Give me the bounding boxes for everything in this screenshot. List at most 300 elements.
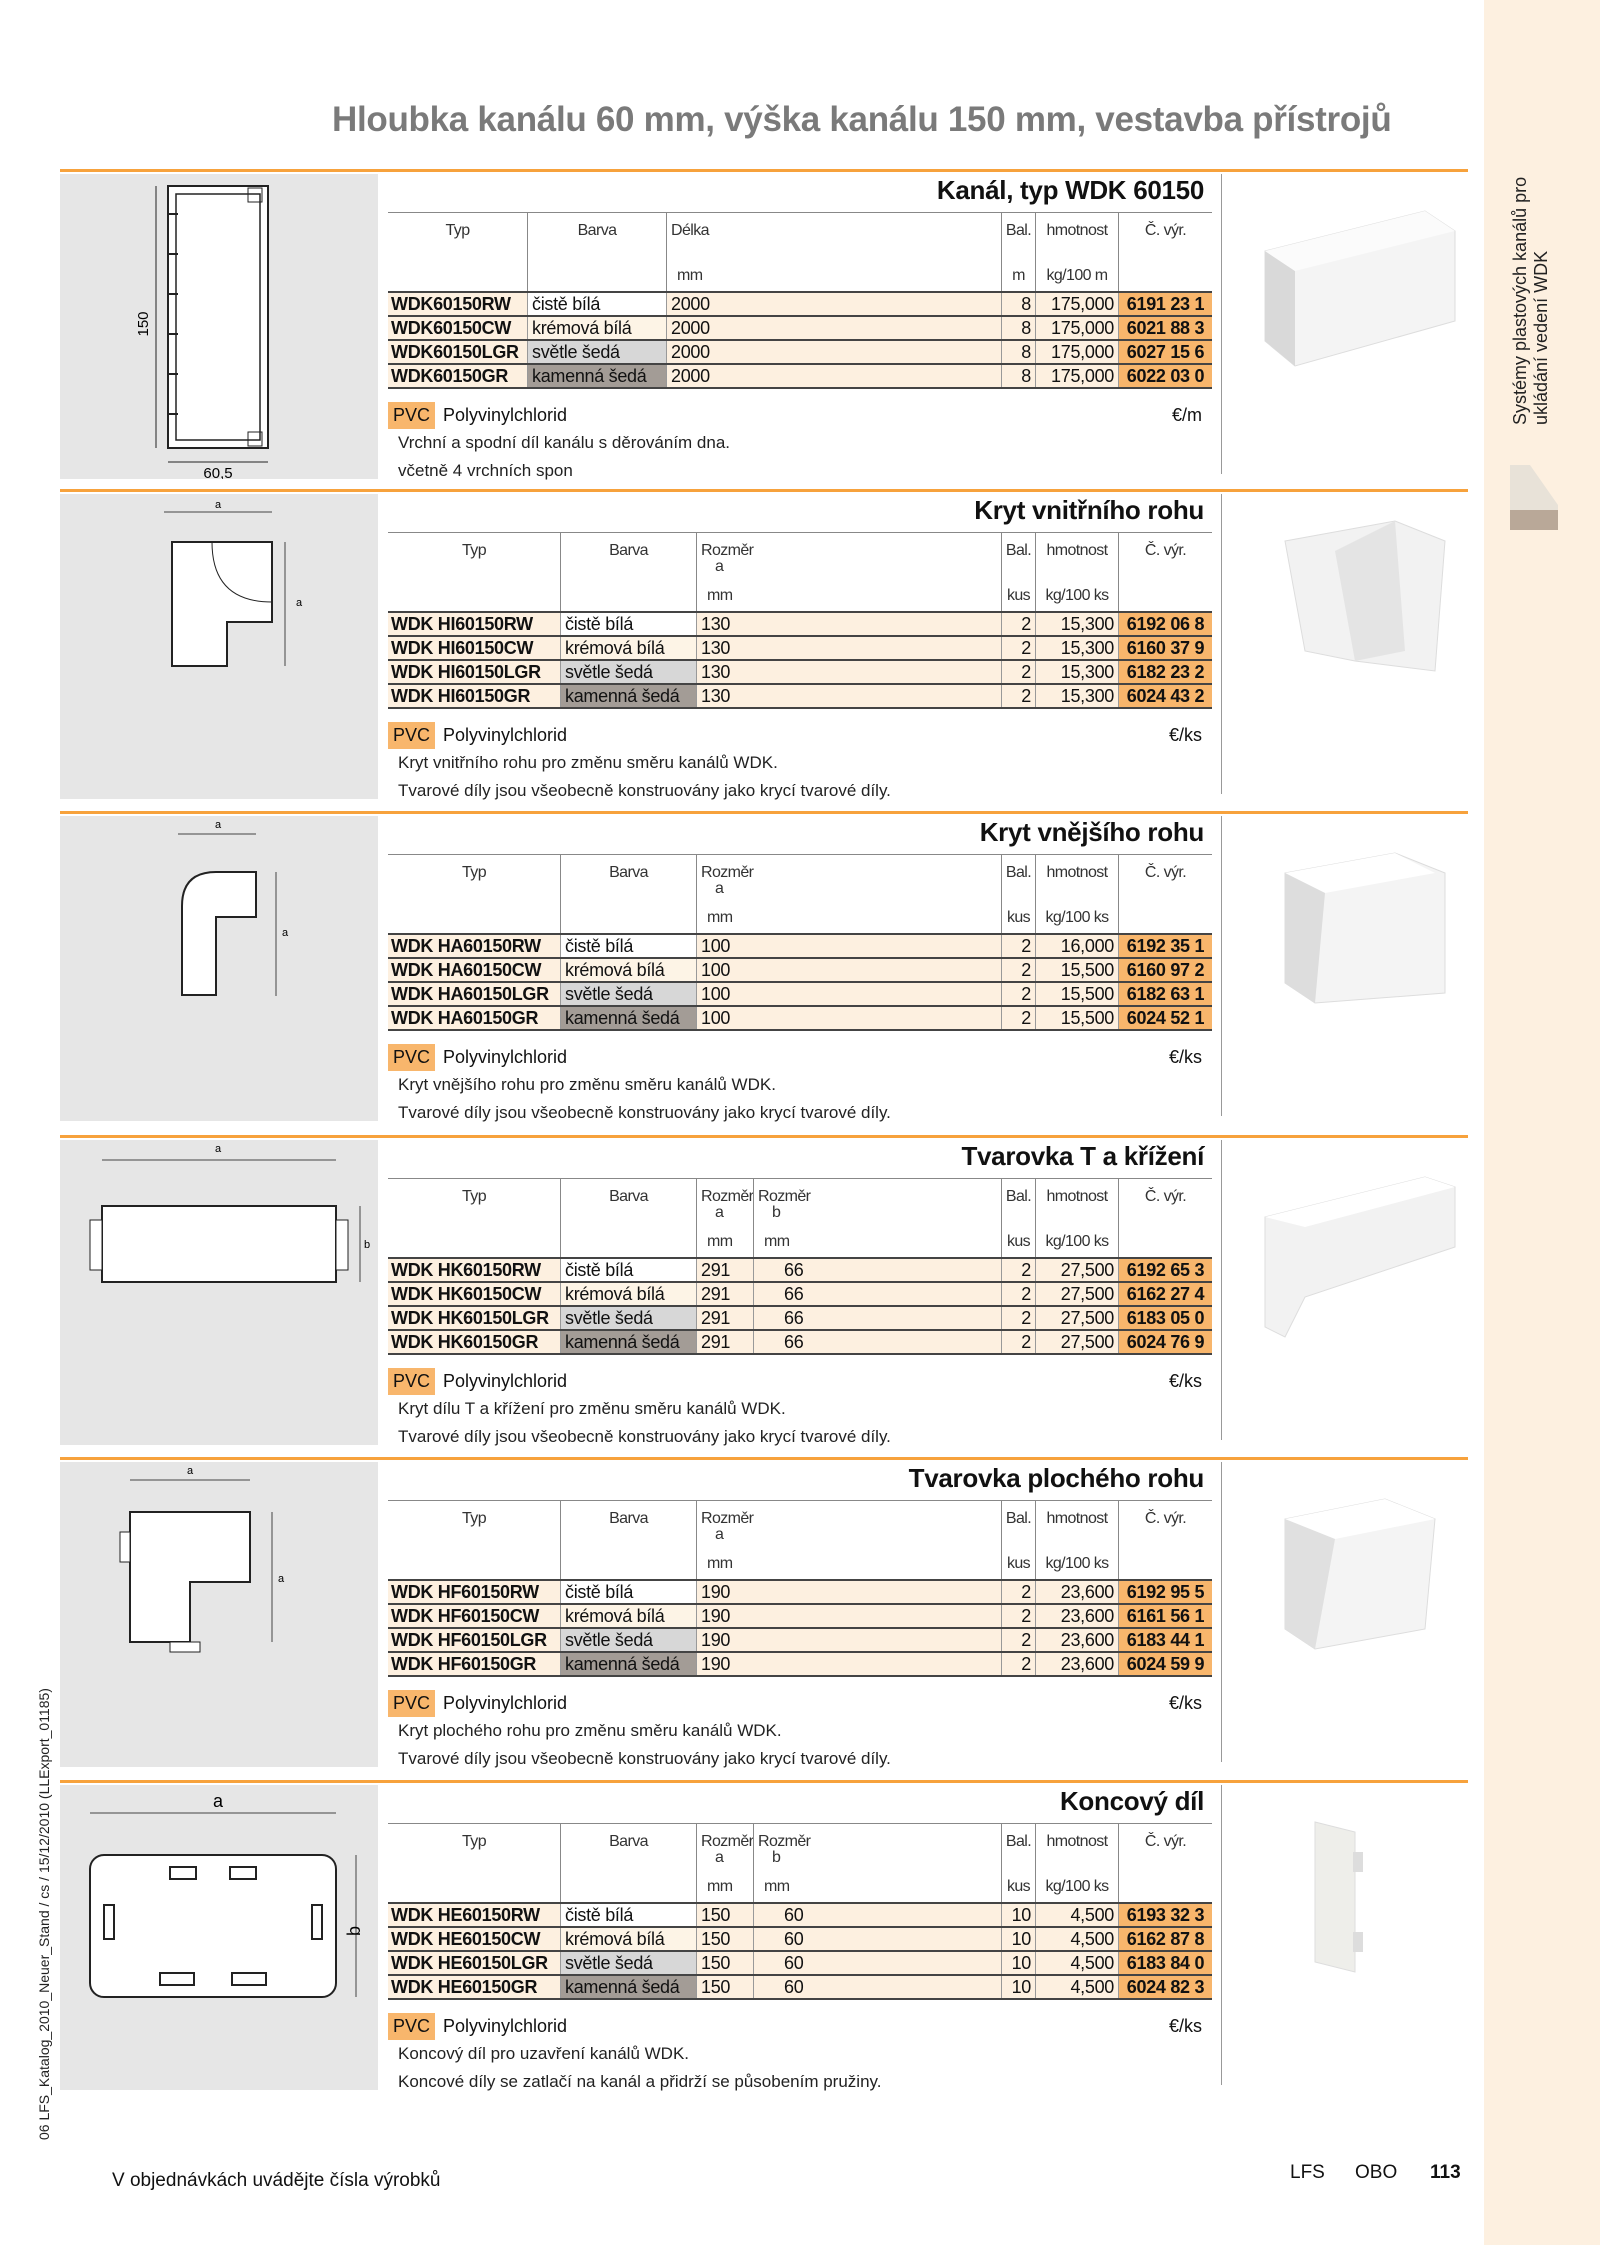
table-cell: 100 (696, 935, 1001, 957)
column-unit: mm (707, 909, 733, 926)
channel-drawing-icon (60, 174, 378, 479)
column-header (1035, 533, 1118, 611)
order-number[interactable]: 6027 15 6 (1118, 341, 1212, 363)
color-cell: světle šedá (560, 1307, 696, 1329)
table-cell: 10 (1001, 1952, 1035, 1974)
table-row (388, 683, 1212, 709)
column-unit: kg/100 ks (1045, 909, 1109, 926)
dimension-label: b (344, 1925, 364, 1937)
material-info (388, 1367, 567, 1395)
technical-drawing (60, 1462, 378, 1767)
dimension-label: a (214, 499, 222, 511)
column-label: Barva (609, 542, 648, 559)
column-unit: mm (764, 1233, 790, 1250)
footer-brand-lfs: LFS (1290, 2162, 1325, 2183)
column-header (1001, 855, 1035, 933)
column-header (560, 1824, 696, 1902)
material-code-badge: PVC (388, 402, 435, 429)
column-unit: kg/100 ks (1045, 1878, 1109, 1895)
column-label: Č. výr. (1144, 1510, 1187, 1527)
dimension-label: a (212, 1791, 224, 1811)
column-sublabel: a (715, 880, 724, 897)
column-header (1035, 213, 1118, 291)
order-number[interactable]: 6024 43 2 (1118, 685, 1212, 707)
page-number: 113 (1430, 2162, 1461, 2183)
color-cell: čistě bílá (560, 613, 696, 635)
dimension-label: 150 (135, 311, 152, 337)
material-name: Polyvinylchlorid (443, 724, 568, 745)
column-label: Typ (462, 1188, 486, 1205)
table-cell: 100 (696, 1007, 1001, 1029)
material-name: Polyvinylchlorid (443, 1692, 568, 1713)
table-cell: 2000 (666, 341, 1001, 363)
description-line: Tvarové díly jsou všeobecně konstruovány jako krycí tvarové díly. (398, 1103, 891, 1122)
order-number[interactable]: 6022 03 0 (1118, 365, 1212, 387)
table-row (388, 1329, 1212, 1355)
product-section (0, 489, 1484, 811)
material-code-badge: PVC (388, 722, 435, 749)
table-cell: 15,300 (1035, 637, 1118, 659)
table-cell: 8 (1001, 365, 1035, 387)
column-label: Bal. (1005, 222, 1032, 239)
table-cell: 2000 (666, 293, 1001, 315)
column-label: Typ (445, 222, 470, 239)
column-divider (1221, 816, 1222, 1116)
table-cell: 23,600 (1035, 1629, 1118, 1651)
color-cell: krémová bílá (560, 1283, 696, 1305)
table-cell: 190 (696, 1605, 1001, 1627)
product-type: WDK HI60150GR (388, 685, 560, 707)
column-label: Bal. (1005, 1510, 1032, 1527)
table-cell: 27,500 (1035, 1331, 1118, 1353)
table-cell: 2 (1001, 1307, 1035, 1329)
column-label: Rozměr (758, 1188, 811, 1205)
column-unit: mm (707, 1233, 733, 1250)
column-label: Rozměr (701, 864, 754, 881)
column-label: hmotnost (1046, 222, 1108, 239)
product-table (388, 854, 1212, 1031)
dimension-label: a (282, 927, 289, 939)
column-label: hmotnost (1046, 1833, 1108, 1850)
order-number[interactable]: 6160 97 2 (1118, 959, 1212, 981)
table-cell: 8 (1001, 317, 1035, 339)
product-section (0, 169, 1484, 491)
table-cell: 2 (1001, 1331, 1035, 1353)
order-number[interactable]: 6024 59 9 (1118, 1653, 1212, 1675)
tee-drawing-icon (60, 1140, 378, 1445)
table-cell: 150 (696, 1976, 753, 1998)
color-cell: čistě bílá (560, 1259, 696, 1281)
table-cell: 2 (1001, 959, 1035, 981)
table-row (388, 339, 1212, 363)
table-cell: 2 (1001, 661, 1035, 683)
product-type: WDK HI60150CW (388, 637, 560, 659)
section-title: Koncový díl (1059, 1786, 1204, 1816)
table-row (388, 363, 1212, 389)
page-title: Hloubka kanálu 60 mm, výška kanálu 150 mm, vestavba přístrojů (332, 100, 1392, 139)
color-cell: krémová bílá (560, 959, 696, 981)
inner-drawing-icon (60, 494, 378, 799)
color-cell: čistě bílá (560, 935, 696, 957)
description-line: včetně 4 vrchních spon (398, 461, 573, 480)
product-table (388, 532, 1212, 709)
column-header (560, 855, 696, 933)
table-header (388, 532, 1212, 611)
material-code-badge: PVC (388, 2013, 435, 2040)
table-cell: 2 (1001, 637, 1035, 659)
column-label: hmotnost (1046, 542, 1108, 559)
product-type: WDK60150LGR (388, 341, 527, 363)
color-cell: světle šedá (560, 1629, 696, 1651)
product-type: WDK HF60150LGR (388, 1629, 560, 1651)
order-number[interactable]: 6192 65 3 (1118, 1259, 1212, 1281)
product-table (388, 212, 1212, 389)
column-unit: kus (1006, 909, 1031, 926)
material-code-badge: PVC (388, 1368, 435, 1395)
table-header (388, 1823, 1212, 1902)
material-name: Polyvinylchlorid (443, 1046, 568, 1067)
section-title: Tvarovka T a křížení (961, 1141, 1204, 1171)
column-divider (1221, 494, 1222, 794)
column-label: Barva (609, 1833, 648, 1850)
column-label: Rozměr (701, 1188, 754, 1205)
column-label: Barva (609, 1188, 648, 1205)
column-label: Rozměr (701, 1510, 754, 1527)
material-code-badge: PVC (388, 1690, 435, 1717)
technical-drawing (60, 1785, 378, 2090)
product-photo (1245, 511, 1465, 701)
table-cell: 2 (1001, 613, 1035, 635)
column-header (388, 1824, 560, 1902)
description-line: Koncový díl pro uzavření kanálů WDK. (398, 2044, 690, 2063)
dimension-label: b (364, 1239, 371, 1251)
table-row (388, 1651, 1212, 1677)
color-cell: krémová bílá (527, 317, 666, 339)
outer-drawing-icon (60, 816, 378, 1121)
table-row (388, 659, 1212, 683)
column-label: Č. výr. (1144, 222, 1187, 239)
product-section (0, 1457, 1484, 1779)
section-title: Kanál, typ WDK 60150 (936, 175, 1204, 205)
column-sublabel: a (715, 558, 724, 575)
order-number[interactable]: 6192 95 5 (1118, 1581, 1212, 1603)
product-type: WDK HI60150RW (388, 613, 560, 635)
table-cell: 291 (696, 1307, 753, 1329)
table-cell: 2 (1001, 1283, 1035, 1305)
order-number[interactable]: 6192 35 1 (1118, 935, 1212, 957)
table-row (388, 957, 1212, 981)
color-cell: čistě bílá (560, 1904, 696, 1926)
column-header (1035, 1824, 1118, 1902)
column-unit: mm (764, 1878, 790, 1895)
column-header (1035, 1501, 1118, 1579)
column-sublabel: a (715, 1526, 724, 1543)
product-photo (1245, 833, 1465, 1023)
material-name: Polyvinylchlorid (443, 404, 568, 425)
column-label: Typ (462, 542, 486, 559)
table-cell: 150 (696, 1928, 753, 1950)
color-cell: světle šedá (560, 1952, 696, 1974)
material-info (388, 721, 567, 749)
order-number[interactable]: 6021 88 3 (1118, 317, 1212, 339)
table-cell: 15,300 (1035, 685, 1118, 707)
column-divider (1221, 1462, 1222, 1762)
order-number[interactable]: 6191 23 1 (1118, 293, 1212, 315)
color-cell: krémová bílá (560, 1605, 696, 1627)
column-unit: mm (677, 267, 703, 284)
table-cell: 66 (753, 1307, 1001, 1329)
material-info (388, 1689, 567, 1717)
product-type: WDK HK60150GR (388, 1331, 560, 1353)
column-header (753, 1824, 1001, 1902)
description-line: Kryt vnějšího rohu pro změnu směru kanálů WDK. (398, 1075, 776, 1094)
column-header (696, 1501, 1001, 1579)
table-cell: 2 (1001, 1605, 1035, 1627)
table-row (388, 1974, 1212, 2000)
order-number[interactable]: 6024 76 9 (1118, 1331, 1212, 1353)
table-cell: 175,000 (1035, 341, 1118, 363)
color-cell: světle šedá (527, 341, 666, 363)
table-cell: 2 (1001, 1629, 1035, 1651)
section-divider (60, 1457, 1468, 1460)
table-cell: 15,300 (1035, 661, 1118, 683)
color-cell: kamenná šedá (560, 1976, 696, 1998)
product-table (388, 1823, 1212, 2000)
table-row (388, 1627, 1212, 1651)
print-metadata: 06 LFS_Katalog_2010_Neuer_Stand / cs / 15/12/2010 (LLExport_01185) (36, 1688, 52, 2140)
column-label: Rozměr (701, 542, 754, 559)
column-header (1001, 213, 1035, 291)
table-cell: 10 (1001, 1928, 1035, 1950)
column-header (560, 1179, 696, 1257)
table-cell: 8 (1001, 293, 1035, 315)
technical-drawing (60, 816, 378, 1121)
table-cell: 15,500 (1035, 1007, 1118, 1029)
table-cell: 2000 (666, 317, 1001, 339)
column-header (1001, 1179, 1035, 1257)
table-cell: 190 (696, 1653, 1001, 1675)
material-name: Polyvinylchlorid (443, 1370, 568, 1391)
column-header (1118, 1501, 1212, 1579)
table-cell: 130 (696, 685, 1001, 707)
product-type: WDK HA60150CW (388, 959, 560, 981)
product-table (388, 1500, 1212, 1677)
table-cell: 23,600 (1035, 1653, 1118, 1675)
order-number[interactable]: 6162 87 8 (1118, 1928, 1212, 1950)
table-row (388, 1950, 1212, 1974)
technical-drawing (60, 1140, 378, 1445)
column-divider (1221, 1785, 1222, 2085)
column-header (388, 533, 560, 611)
color-cell: krémová bílá (560, 1928, 696, 1950)
table-header (388, 1178, 1212, 1257)
order-number[interactable]: 6024 82 3 (1118, 1976, 1212, 1998)
color-cell: čistě bílá (527, 293, 666, 315)
column-unit: kus (1006, 1233, 1031, 1250)
table-cell: 8 (1001, 341, 1035, 363)
color-cell: čistě bílá (560, 1581, 696, 1603)
description-line: Kryt vnitřního rohu pro změnu směru kanálů WDK. (398, 753, 778, 772)
color-cell: krémová bílá (560, 637, 696, 659)
column-unit: kus (1006, 1878, 1031, 1895)
column-label: hmotnost (1046, 864, 1108, 881)
table-row (388, 1926, 1212, 1950)
table-row (388, 315, 1212, 339)
table-cell: 16,000 (1035, 935, 1118, 957)
product-section (0, 811, 1484, 1133)
table-cell: 60 (753, 1976, 1001, 1998)
section-title: Kryt vnějšího rohu (979, 817, 1204, 847)
product-type: WDK60150CW (388, 317, 527, 339)
section-title: Tvarovka plochého rohu (908, 1463, 1204, 1493)
column-sublabel: b (772, 1204, 781, 1221)
table-cell: 150 (696, 1952, 753, 1974)
product-table (388, 1178, 1212, 1355)
column-label: Barva (609, 864, 648, 881)
table-row (388, 981, 1212, 1005)
column-unit: kg/100 ks (1045, 1555, 1109, 1572)
table-header (388, 212, 1212, 291)
table-cell: 15,500 (1035, 983, 1118, 1005)
product-type: WDK HE60150RW (388, 1904, 560, 1926)
table-cell: 2 (1001, 983, 1035, 1005)
order-number[interactable]: 6193 32 3 (1118, 1904, 1212, 1926)
column-header (1118, 1824, 1212, 1902)
column-label: Bal. (1005, 1833, 1032, 1850)
material-info (388, 2012, 567, 2040)
product-type: WDK HK60150RW (388, 1259, 560, 1281)
column-header (753, 1179, 1001, 1257)
column-label: Bal. (1005, 1188, 1032, 1205)
column-unit: mm (707, 587, 733, 604)
table-row (388, 1005, 1212, 1031)
column-header (388, 1501, 560, 1579)
table-cell: 150 (696, 1904, 753, 1926)
table-cell: 175,000 (1035, 365, 1118, 387)
table-row (388, 933, 1212, 957)
column-label: Typ (462, 1833, 486, 1850)
table-cell: 190 (696, 1581, 1001, 1603)
table-cell: 2 (1001, 1259, 1035, 1281)
price-unit: €/ks (1168, 725, 1202, 745)
section-divider (60, 169, 1468, 172)
order-number[interactable]: 6160 37 9 (1118, 637, 1212, 659)
footer-note: V objednávkách uvádějte čísla výrobků (112, 2170, 441, 2191)
order-number[interactable]: 6183 05 0 (1118, 1307, 1212, 1329)
table-cell: 15,500 (1035, 959, 1118, 981)
description-line: Tvarové díly jsou všeobecně konstruovány jako krycí tvarové díly. (398, 1749, 891, 1768)
technical-drawing (60, 494, 378, 799)
table-row (388, 611, 1212, 635)
column-sublabel: a (715, 1204, 724, 1221)
column-header (560, 1501, 696, 1579)
column-header (388, 213, 527, 291)
column-label: Č. výr. (1144, 1833, 1187, 1850)
table-cell: 175,000 (1035, 293, 1118, 315)
table-row (388, 1579, 1212, 1603)
order-number[interactable]: 6024 52 1 (1118, 1007, 1212, 1029)
product-type: WDK60150GR (388, 365, 527, 387)
column-unit: kus (1006, 1555, 1031, 1572)
table-cell: 2 (1001, 1007, 1035, 1029)
product-type: WDK HE60150GR (388, 1976, 560, 1998)
color-cell: kamenná šedá (560, 1653, 696, 1675)
table-row (388, 1257, 1212, 1281)
color-cell: kamenná šedá (560, 1007, 696, 1029)
table-cell: 66 (753, 1283, 1001, 1305)
table-row (388, 1281, 1212, 1305)
column-label: Rozměr (758, 1833, 811, 1850)
order-number[interactable]: 6183 44 1 (1118, 1629, 1212, 1651)
column-header (1035, 855, 1118, 933)
table-cell: 4,500 (1035, 1952, 1118, 1974)
order-number[interactable]: 6162 27 4 (1118, 1283, 1212, 1305)
column-header (527, 213, 666, 291)
table-row (388, 635, 1212, 659)
order-number[interactable]: 6182 63 1 (1118, 983, 1212, 1005)
table-cell: 27,500 (1035, 1283, 1118, 1305)
column-header (1001, 533, 1035, 611)
table-cell: 60 (753, 1904, 1001, 1926)
table-cell: 2 (1001, 685, 1035, 707)
flat-drawing-icon (60, 1462, 378, 1767)
table-cell: 15,300 (1035, 613, 1118, 635)
section-divider (60, 1780, 1468, 1783)
column-header (1035, 1179, 1118, 1257)
sidebar-category-text: Systémy plastových kanálů pro ukládání vedení WDK (1510, 176, 1551, 425)
table-row (388, 1902, 1212, 1926)
column-label: Barva (577, 222, 617, 239)
product-type: WDK HE60150LGR (388, 1952, 560, 1974)
table-cell: 4,500 (1035, 1976, 1118, 1998)
section-title: Kryt vnitřního rohu (974, 495, 1204, 525)
product-type: WDK HF60150CW (388, 1605, 560, 1627)
price-unit: €/m (1171, 405, 1202, 425)
column-header (696, 1179, 753, 1257)
order-number[interactable]: 6182 23 2 (1118, 661, 1212, 683)
table-cell: 60 (753, 1952, 1001, 1974)
column-label: hmotnost (1046, 1188, 1108, 1205)
product-photo (1245, 1479, 1465, 1669)
order-number[interactable]: 6192 06 8 (1118, 613, 1212, 635)
column-header (388, 1179, 560, 1257)
price-unit: €/ks (1168, 1693, 1202, 1713)
product-photo (1245, 1157, 1465, 1347)
table-row (388, 291, 1212, 315)
price-unit: €/ks (1168, 1371, 1202, 1391)
product-type: WDK HA60150LGR (388, 983, 560, 1005)
column-header (1118, 1179, 1212, 1257)
table-header (388, 1500, 1212, 1579)
product-type: WDK HE60150CW (388, 1928, 560, 1950)
order-number[interactable]: 6183 84 0 (1118, 1952, 1212, 1974)
product-photo (1245, 191, 1465, 381)
description-line: Kryt dílu T a křížení pro změnu směru kanálů WDK. (398, 1399, 786, 1418)
description-line: Tvarové díly jsou všeobecně konstruovány jako krycí tvarové díly. (398, 781, 891, 800)
column-header (696, 855, 1001, 933)
column-header (696, 533, 1001, 611)
section-divider (60, 811, 1468, 814)
order-number[interactable]: 6161 56 1 (1118, 1605, 1212, 1627)
table-cell: 23,600 (1035, 1605, 1118, 1627)
table-cell: 4,500 (1035, 1928, 1118, 1950)
product-type: WDK HF60150GR (388, 1653, 560, 1675)
material-info (388, 401, 567, 429)
color-cell: světle šedá (560, 661, 696, 683)
table-cell: 190 (696, 1629, 1001, 1651)
section-divider (60, 489, 1468, 492)
description-line: Koncové díly se zatlačí na kanál a přidrží se působením pružiny. (398, 2072, 882, 2091)
